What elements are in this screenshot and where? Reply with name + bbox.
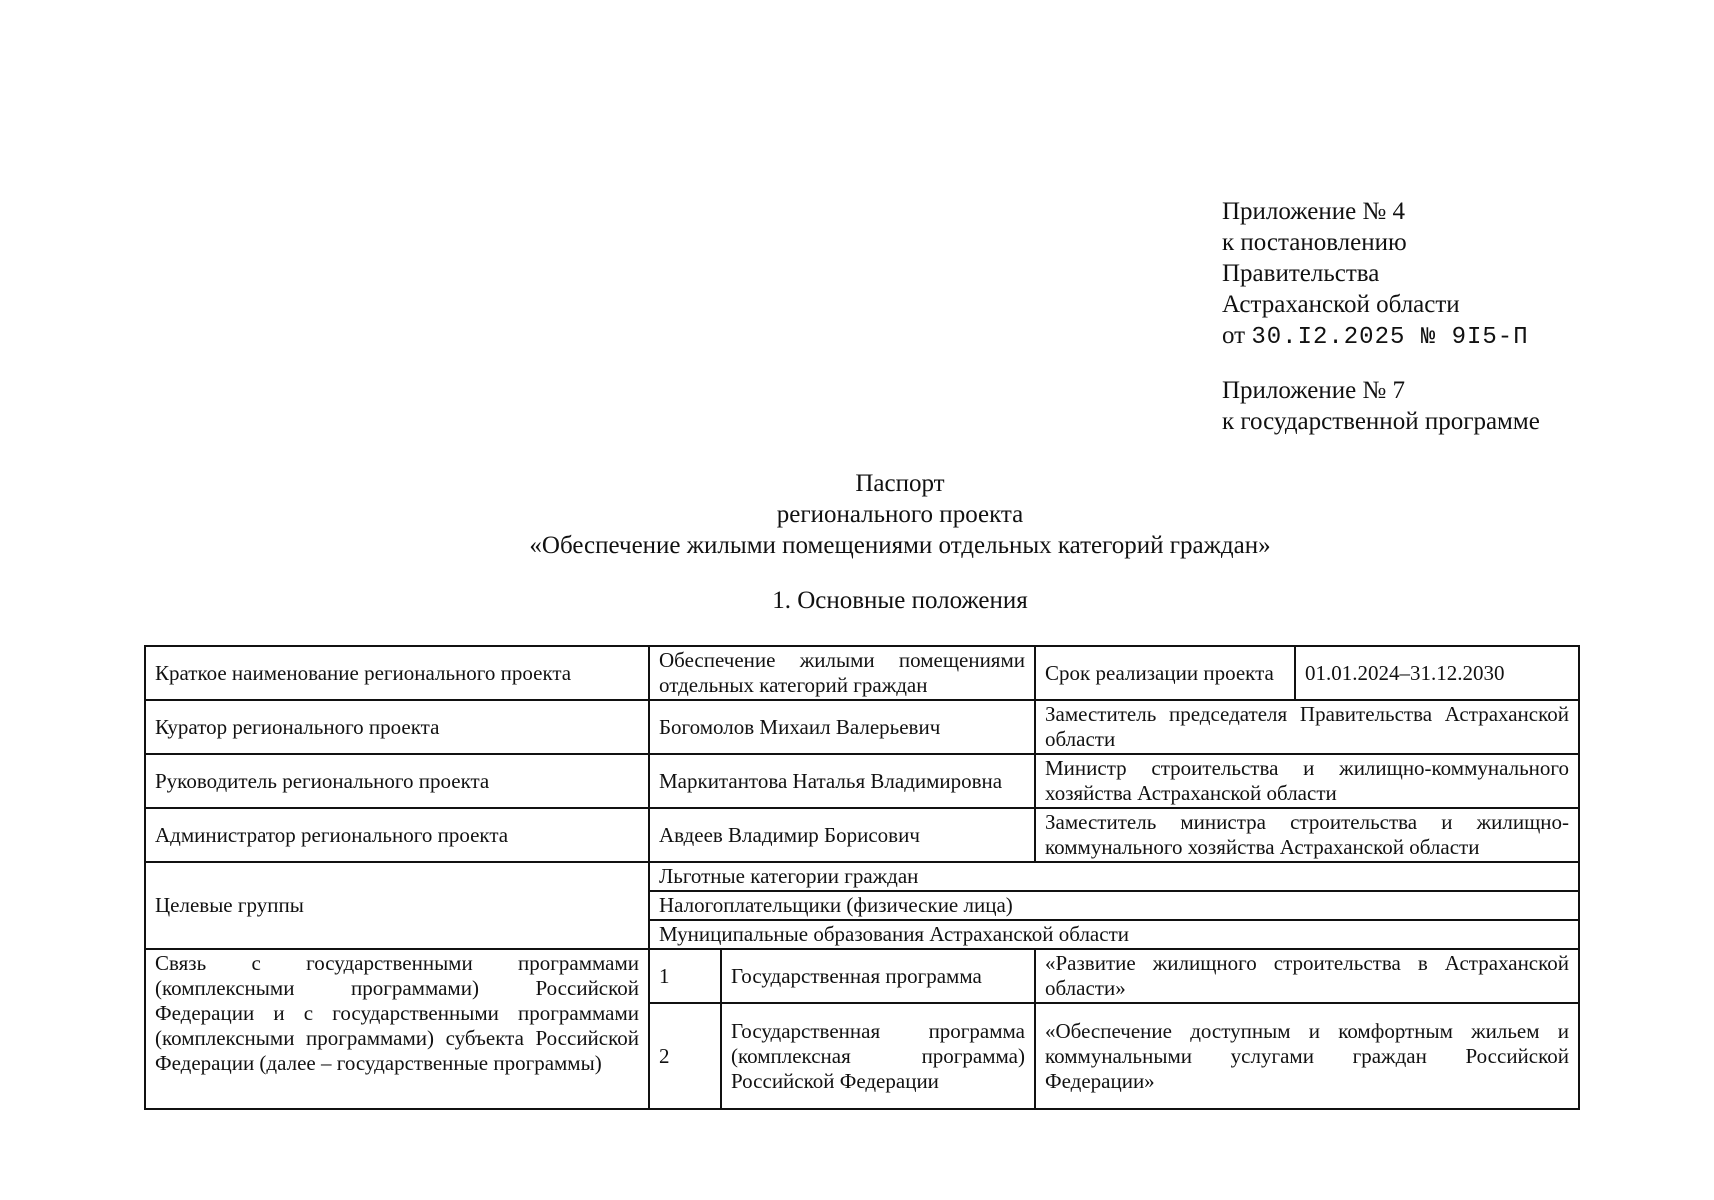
passport-table (144, 645, 1580, 1110)
table-row (145, 646, 1579, 700)
head-name: Маркитантова Наталья Владимировна (649, 754, 1035, 808)
title-project-name: «Обеспечение жилыми помещениями отдельных категорий граждан» (529, 532, 1271, 559)
title-passport: Паспорт (855, 470, 945, 497)
title-project-type: регионального проекта (776, 501, 1024, 528)
curator-label: Куратор регионального проекта (145, 700, 649, 754)
appendix-program-ref: к государственной программе (1222, 408, 1540, 435)
appendix-block (1222, 196, 1540, 437)
head-position: Министр строительства и жилищно-коммунального хозяйства Астраханской области (1035, 754, 1579, 808)
appendix-number: Приложение № 4 (1222, 198, 1406, 225)
table-row (145, 949, 1579, 1003)
head-label: Руководитель регионального проекта (145, 754, 649, 808)
table-row (145, 862, 1579, 891)
program-name: «Развитие жилищного строительства в Астраханской области» (1035, 949, 1579, 1003)
program-number: 2 (649, 1003, 721, 1109)
short-name-value: Обеспечение жилыми помещениями отдельных категорий граждан (649, 646, 1035, 700)
program-type: Государственная программа (комплексная программа) Российской Федерации (721, 1003, 1035, 1109)
program-link-label: Связь с государственными программами (комплексными программами) Российской Федерации и с государственными программами (комплексными программами) субъекта Российской Федерации (далее – государственные программы) (145, 949, 649, 1109)
appendix-program-number: Приложение № 7 (1222, 377, 1406, 404)
target-group-item: Муниципальные образования Астраханской области (649, 920, 1579, 949)
target-group-item: Налогоплательщики (физические лица) (649, 891, 1579, 920)
admin-name: Авдеев Владимир Борисович (649, 808, 1035, 862)
appendix-date-prefix: от (1222, 322, 1246, 349)
table-row (145, 700, 1579, 754)
appendix-date-line (1222, 320, 1540, 353)
curator-name: Богомолов Михаил Валерьевич (649, 700, 1035, 754)
program-name: «Обеспечение доступным и комфортным жильем и коммунальными услугами граждан Российской Федерации» (1035, 1003, 1579, 1109)
section-title: 1. Основные положения (772, 587, 1028, 614)
short-name-label: Краткое наименование регионального проекта (145, 646, 649, 700)
appendix-ref: к постановлению (1222, 229, 1407, 256)
target-group-item: Льготные категории граждан (649, 862, 1579, 891)
term-label: Срок реализации проекта (1035, 646, 1295, 700)
curator-position: Заместитель председателя Правительства Астраханской области (1035, 700, 1579, 754)
term-value: 01.01.2024–31.12.2030 (1295, 646, 1579, 700)
appendix-region: Астраханской области (1222, 291, 1460, 318)
target-groups-label: Целевые группы (145, 862, 649, 949)
table-row (145, 808, 1579, 862)
table-row (145, 754, 1579, 808)
appendix-government: Правительства (1222, 260, 1380, 287)
admin-label: Администратор регионального проекта (145, 808, 649, 862)
program-type: Государственная программа (721, 949, 1035, 1003)
admin-position: Заместитель министра строительства и жилищно-коммунального хозяйства Астраханской области (1035, 808, 1579, 862)
document-title (0, 468, 1714, 561)
appendix-date-number: 30.I2.2025 № 9I5-П (1251, 324, 1529, 351)
program-number: 1 (649, 949, 721, 1003)
